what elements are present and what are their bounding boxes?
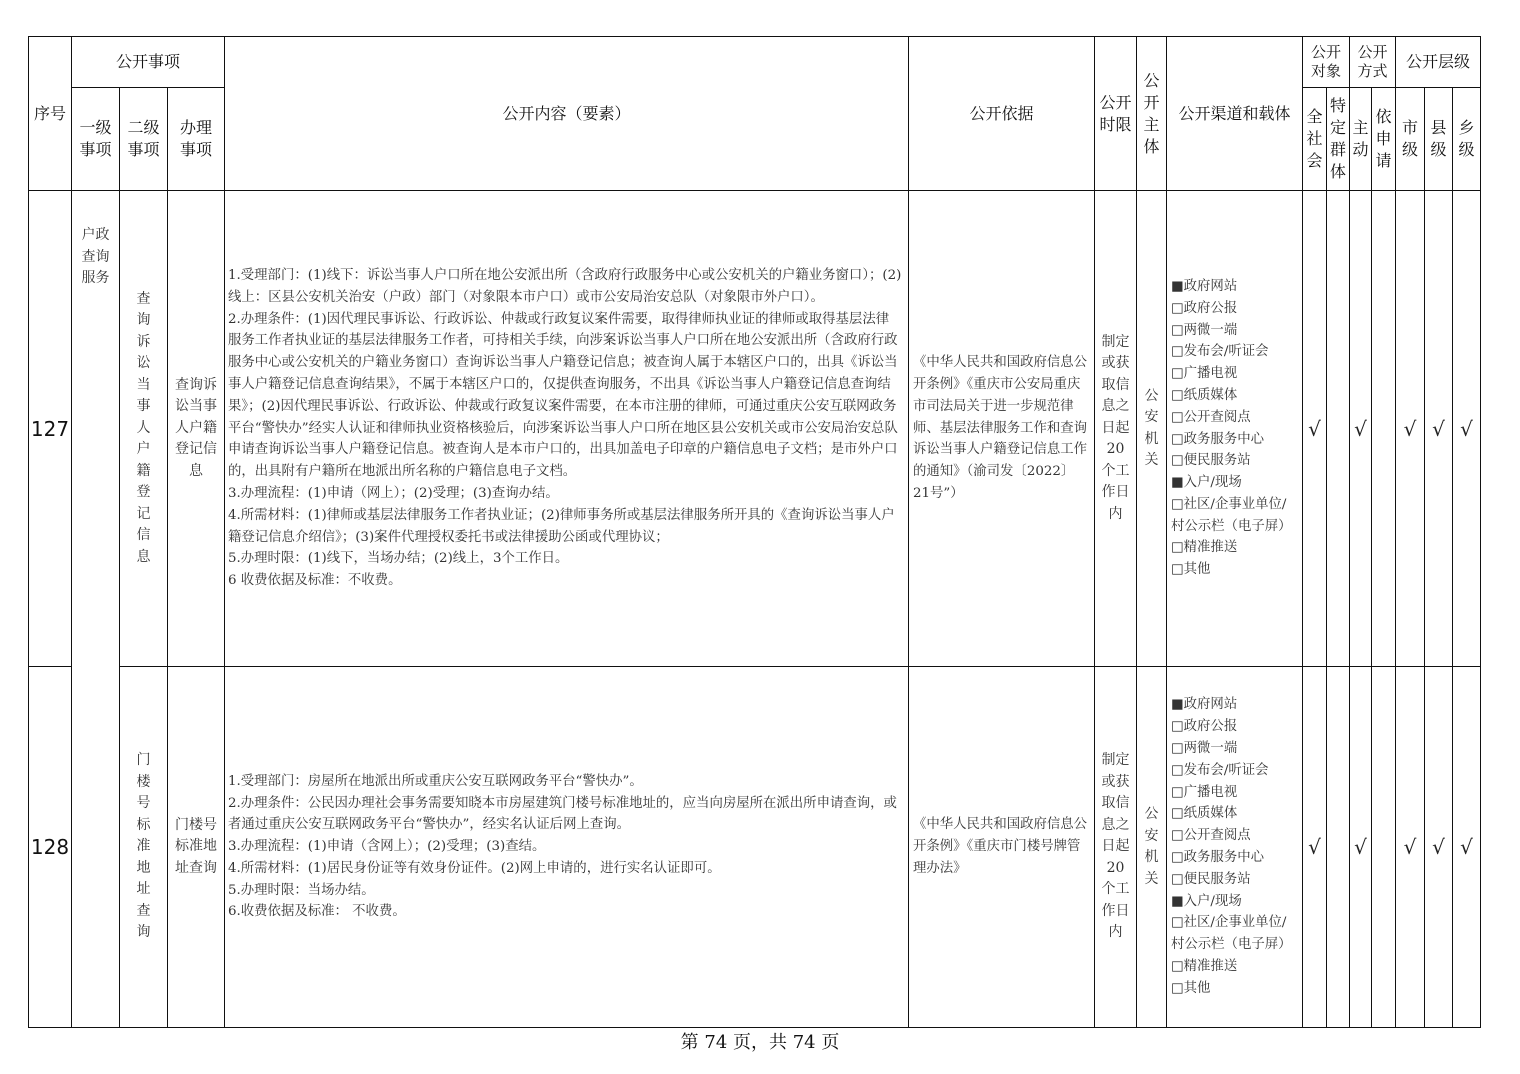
tier-city-check: √: [1396, 667, 1425, 1028]
channel-item: □公开查阅点: [1171, 409, 1251, 425]
target-all-check: √: [1303, 191, 1327, 667]
table-row: [29, 191, 1481, 667]
process-item: 门楼号标准地址查询: [168, 667, 225, 1028]
channel-item: □政务服务中心: [1171, 431, 1264, 447]
content-line: 1.受理部门：(1)线下：诉讼当事人户口所在地公安派出所（含政府行政服务中心或公安机关的户籍业务窗口）；(2)线上：区县公安机关治安（户政）部门（对象限本市户口）或市公安局治安总队（对象限市外户口）。: [228, 268, 902, 305]
header-target-specific: 特定群体: [1327, 88, 1350, 191]
content-line: 5.办理时限：当场办结。: [228, 882, 375, 898]
header-tier-county: 县级: [1425, 88, 1453, 191]
channel-item: □发布会/听证会: [1171, 344, 1269, 360]
channel-item: □政府公报: [1171, 300, 1238, 316]
channel-item: ■入户/现场: [1171, 893, 1242, 909]
header-process: 办理事项: [168, 88, 225, 191]
content-line: 2.办理条件：公民因办理社会事务需要知晓本市房屋建筑门楼号标准地址的，应当向房屋所在派出所申请查询，或者通过重庆公安互联网政务平台“警快办”，经实名认证后网上查询。: [228, 795, 897, 833]
target-specific-check: [1327, 667, 1350, 1028]
channel-item: □社区/企事业单位/村公示栏（电子屏）: [1171, 496, 1292, 534]
process-item: 查询诉讼当事人户籍登记信息: [168, 191, 225, 667]
row-seq: 127: [29, 191, 72, 667]
channel-item: □其他: [1171, 562, 1211, 578]
header-method-group: 公开方式: [1350, 37, 1396, 88]
method-active-check: √: [1350, 191, 1372, 667]
tier-town-check: √: [1453, 667, 1481, 1028]
channel-item: □政务服务中心: [1171, 850, 1264, 865]
target-all-check: √: [1303, 667, 1327, 1028]
header-tier-town: 乡级: [1453, 88, 1481, 191]
header-target-group: 公开对象: [1303, 37, 1350, 88]
time-limit-cell: 制定或获取信息之日起20个工作日内: [1095, 191, 1137, 667]
header-method-active: 主动: [1350, 88, 1372, 191]
header-basis: 公开依据: [909, 37, 1095, 191]
content-line: 3.办理流程：(1)申请（网上）；(2)受理；(3)查询办结。: [228, 485, 559, 501]
channel-item: □精准推送: [1171, 540, 1238, 556]
subject-cell: 公安机关: [1137, 667, 1167, 1028]
channel-item: ■政府网站: [1171, 697, 1238, 713]
header-time-limit: 公开时限: [1095, 37, 1137, 191]
channel-item: □便民服务站: [1171, 453, 1251, 469]
content-line: 4.所需材料：(1)居民身份证等有效身份证件。(2)网上申请的，进行实名认证即可。: [228, 860, 721, 876]
channel-cell: [1167, 191, 1303, 667]
header-method-request: 依申请: [1372, 88, 1396, 191]
basis-cell: 《中华人民共和国政府信息公开条例》《重庆市门楼号牌管理办法》: [909, 667, 1095, 1028]
method-request-check: [1372, 191, 1396, 667]
level2-item: 查询诉讼当事人户籍登记信息: [120, 191, 168, 667]
channel-item: □广播电视: [1171, 366, 1238, 382]
channel-item: □两微一端: [1171, 741, 1238, 757]
row-seq: 128: [29, 667, 72, 1028]
channel-item: □精准推送: [1171, 958, 1238, 974]
level2-item: 门楼号标准地址查询: [120, 667, 168, 1028]
tier-county-check: √: [1425, 191, 1453, 667]
table-row: [29, 667, 1481, 1028]
subject-cell: 公安机关: [1137, 191, 1167, 667]
channel-item: □广播电视: [1171, 784, 1238, 800]
page-footer: 第 74 页，共 74 页: [680, 1032, 840, 1053]
channel-item: □政府公报: [1171, 719, 1238, 735]
header-level2: 二级事项: [120, 88, 168, 191]
tier-town-check: √: [1453, 191, 1481, 667]
disclosure-table: [28, 36, 1481, 1028]
content-cell: [225, 191, 909, 667]
header-items-group: 公开事项: [72, 37, 225, 88]
channel-item: □便民服务站: [1171, 871, 1251, 887]
level1-item: 户政查询服务: [72, 191, 120, 1028]
time-limit-cell: 制定或获取信息之日起20个工作日内: [1095, 667, 1137, 1028]
channel-item: □发布会/听证会: [1171, 762, 1269, 778]
header-target-all: 全社会: [1303, 88, 1327, 191]
target-specific-check: [1327, 191, 1350, 667]
content-line: 6.收费依据及标准： 不收费。: [228, 904, 406, 920]
header-tier-group: 公开层级: [1396, 37, 1481, 88]
channel-item: □纸质媒体: [1171, 806, 1238, 822]
content-line: 3.办理流程：(1)申请（含网上）；(2)受理；(3)查结。: [228, 839, 546, 855]
header-content: 公开内容（要素）: [225, 37, 909, 191]
content-line: 4.所需材料：(1)律师或基层法律服务工作者执业证；(2)律师事务所或基层法律服务所开具的《查询诉讼当事人户籍登记信息介绍信》；(3)案件代理授权委托书或法律援助公函或代理协议；: [228, 507, 895, 545]
tier-city-check: √: [1396, 191, 1425, 667]
channel-item: □其他: [1171, 980, 1211, 996]
header-tier-city: 市级: [1396, 88, 1425, 191]
header-channel: 公开渠道和载体: [1167, 37, 1303, 191]
channel-item: ■政府网站: [1171, 278, 1238, 294]
content-line: 5.办理时限：(1)线下，当场办结；(2)线上，3个工作日。: [228, 551, 569, 567]
content-line: 2.办理条件：(1)因代理民事诉讼、行政诉讼、仲裁或行政复议案件需要，取得律师执业证的律师或取得基层法律服务工作者执业证的基层法律服务工作者，可持相关手续，向涉案诉讼当事人户口所在地公安派出所（含政府行政服务中心或公安机关的户籍业务窗口）查询诉讼当事人户籍登记信息；被查询人属于本辖区户口的，出具《诉讼当事人户籍登记信息查询结果》，不属于本辖区户口的，仅提供查询服务，不出具《诉讼当事人户籍登记信息查询结果》；(2)因代理民事诉讼、行政诉讼、仲裁或行政复议案件需要，在本市注册的律师，可通过重庆公安互联网政务平台“警快办”经实人认证和律师执业资格核验后，向涉案诉讼当事人户口所在地区县公安机关或市公安局治安总队申请查询诉讼当事人户籍登记信息。被查询人是本市户口的，出具加盖电子印章的户籍信息电子文档；是市外户口的，出具附有户籍所在地派出所名称的户籍信息电子文档。: [228, 311, 898, 480]
content-line: 6 收费依据及标准：不收费。: [228, 573, 402, 589]
channel-item: □社区/企事业单位/村公示栏（电子屏）: [1171, 915, 1292, 953]
method-request-check: [1372, 667, 1396, 1028]
channel-item: ■入户/现场: [1171, 475, 1242, 491]
content-line: 1.受理部门：房屋所在地派出所或重庆公安互联网政务平台“警快办”。: [228, 773, 643, 789]
basis-cell: 《中华人民共和国政府信息公开条例》《重庆市公安局重庆市司法局关于进一步规范律师、基层法律服务工作和查询诉讼当事人户籍登记信息工作的通知》（渝司发〔2022〕21号”）: [909, 191, 1095, 667]
header-seq: 序号: [29, 37, 72, 191]
channel-cell: [1167, 667, 1303, 1028]
channel-item: □两微一端: [1171, 322, 1238, 338]
channel-item: □纸质媒体: [1171, 387, 1238, 403]
channel-item: □公开查阅点: [1171, 828, 1251, 844]
method-active-check: √: [1350, 667, 1372, 1028]
header-subject: 公开主体: [1137, 37, 1167, 191]
header-level1: 一级事项: [72, 88, 120, 191]
content-cell: [225, 667, 909, 1028]
tier-county-check: √: [1425, 667, 1453, 1028]
